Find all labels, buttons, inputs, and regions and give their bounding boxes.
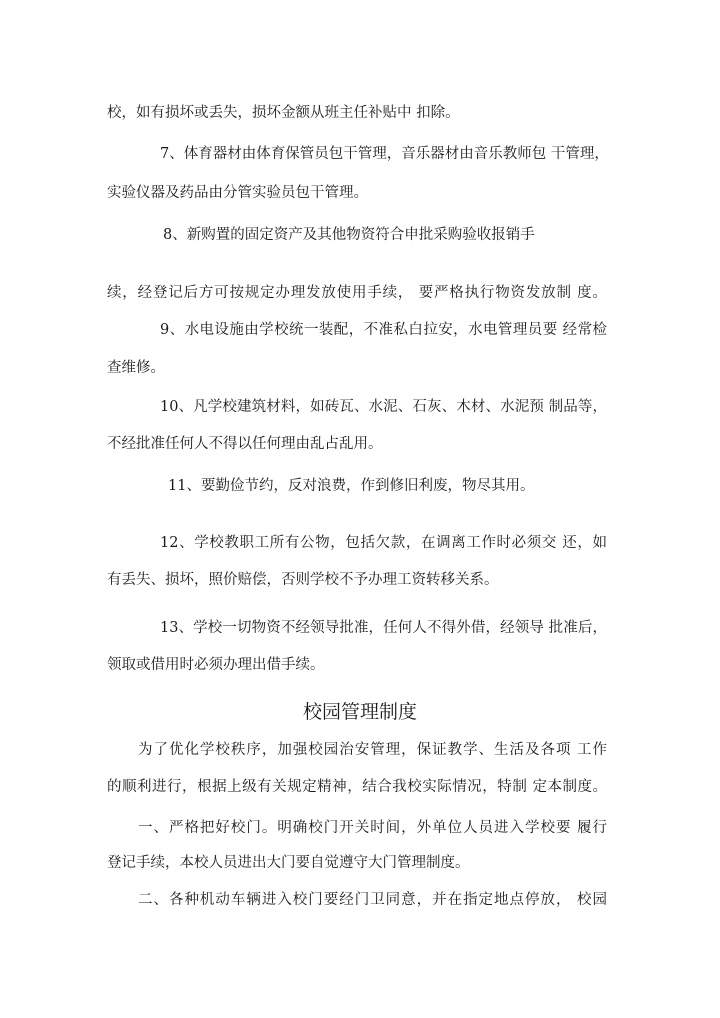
text-line: 不经批准任何人不得以任何理由乱占乱用。	[107, 436, 383, 452]
text-line: 有丢失、损坏，照价赔偿，否则学校不予办理工资转移关系。	[107, 572, 499, 588]
text-line: 一、严格把好校门。明确校门开关时间，外单位人员进入学校要 履行	[138, 820, 607, 836]
text-line: 二、各种机动车辆进入校门要经门卫同意，并在指定地点停放， 校园	[138, 892, 607, 908]
text-line: 12、学校教职工所有公物，包括欠款，在调离工作时必须交 还，如	[160, 535, 607, 551]
text-line: 校，如有损坏或丢失，损坏金额从班主任补贴中 扣除。	[107, 105, 460, 121]
text-line: 9、水电设施由学校统一装配，不准私白拉安，水电管理员要 经常检	[160, 322, 607, 338]
text-line: 11、要勤俭节约，反对浪费，作到修旧利废，物尽其用。	[168, 478, 535, 494]
text-line: 13、学校一切物资不经领导批准，任何人不得外借，经领导 批准后，	[160, 620, 607, 636]
text-line: 实验仪器及药品由分管实验员包干管理。	[107, 185, 368, 201]
text-line: 领取或借用时必须办理出借手续。	[107, 657, 325, 673]
section-title: 校园管理制度	[302, 701, 417, 723]
text-line: 10、凡学校建筑材料，如砖瓦、水泥、石灰、木材、水泥预 制品等，	[160, 399, 607, 415]
text-line: 查维修。	[107, 360, 165, 376]
text-line: 为了优化学校秩序，加强校园治安管理，保证教学、生活及各项 工作	[138, 742, 607, 758]
text-line: 7、体育器材由体育保管员包干管理，音乐器材由音乐教师包 干管理，	[160, 146, 609, 162]
text-line: 登记手续，本校人员进出大门要自觉遵守大门管理制度。	[107, 855, 470, 871]
text-line: 续，经登记后方可按规定办理发放使用手续， 要严格执行物资发放制 度。	[107, 285, 607, 301]
text-line: 的顺利进行，根据上级有关规定精神，结合我校实际情况，特制 定本制度。	[107, 779, 607, 795]
text-line: 8、新购置的固定资产及其他物资符合申批采购验收报销手	[163, 227, 535, 243]
